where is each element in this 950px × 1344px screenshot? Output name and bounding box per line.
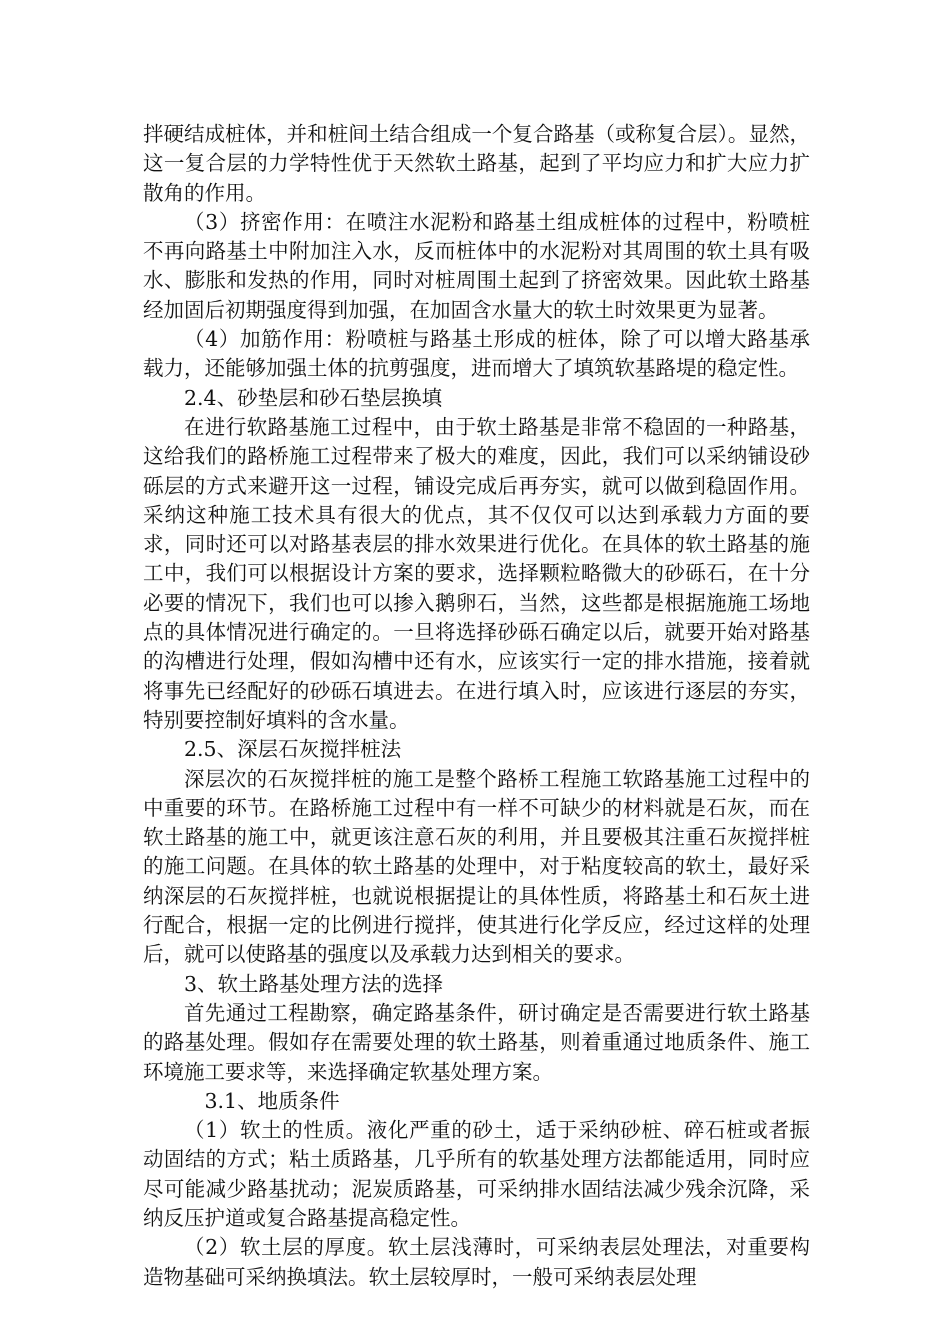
section-heading: 3、软土路基处理方法的选择 (184, 971, 444, 996)
body-paragraph: （4）加筋作用：粉喷桩与路基土形成的桩体，除了可以增大路基承载力，还能够加强土体的抗剪强度，进而增大了填筑软基路堤的稳定性。 (143, 327, 810, 381)
body-paragraph: 拌硬结成桩体，并和桩间土结合组成一个复合路基（或称复合层）。显然，这一复合层的力学特性优于天然软土路基，起到了平均应力和扩大应力扩散角的作用。 (143, 122, 810, 205)
subsection-heading: 3.1、地质条件 (204, 1088, 340, 1113)
body-paragraph: 在进行软路基施工过程中，由于软土路基是非常不稳固的一种路基，这给我们的路桥施工过程带来了极大的难度，因此，我们可以采纳铺设砂砾层的方式来避开这一过程，铺设完成后再夯实，就可以做到稳固作用。采纳这种施工技术具有很大的优点，其不仅仅可以达到承载力方面的要求，同时还可以对路基表层的排水效果进行优化。在具体的软土路基的施工中，我们可以根据设计方案的要求，选择颗粒略微大的砂砾石，在十分必要的情况下，我们也可以掺入鹅卵石，当然，这些都是根据施施工场地点的具体情况进行确定的。一旦将选择砂砾石确定以后，就要开始对路基的沟槽进行处理，假如沟槽中还有水，应该实行一定的排水措施，接着就将事先已经配好的砂砾石填进去。在进行填入时，应该进行逐层的夯实，特别要控制好填料的含水量。 (143, 414, 810, 732)
document-page (143, 120, 810, 1292)
section-heading: 2.5、深层石灰搅拌桩法 (184, 737, 402, 762)
body-paragraph: （1）软土的性质。液化严重的砂土，适于采纳砂桩、碎石桩或者振动固结的方式；粘土质路基，几乎所有的软基处理方法都能适用，同时应尽可能减少路基扰动；泥炭质路基，可采纳排水固结法减少残余沉降，采纳反压护道或复合路基提高稳定性。 (143, 1118, 810, 1230)
section-heading: 2.4、砂垫层和砂石垫层换填 (184, 385, 443, 410)
body-paragraph: 首先通过工程勘察，确定路基条件，研讨确定是否需要进行软土路基的路基处理。假如存在需要处理的软土路基，则着重通过地质条件、施工环境施工要求等，来选择确定软基处理方案。 (143, 1000, 810, 1084)
body-paragraph: 深层次的石灰搅拌桩的施工是整个路桥工程施工软路基施工过程中的中重要的环节。在路桥施工过程中有一样不可缺少的材料就是石灰，而在软土路基的施工中，就更该注意石灰的利用，并且要极其注重石灰搅拌桩的施工问题。在具体的软土路基的处理中，对于粘度较高的软土，最好采纳深层的石灰搅拌桩，也就说根据提让的具体性质，将路基土和石灰土进行配合，根据一定的比例进行搅拌，使其进行化学反应，经过这样的处理后，就可以使路基的强度以及承载力达到相关的要求。 (143, 766, 810, 967)
body-paragraph: （3）挤密作用：在喷注水泥粉和路基土组成桩体的过程中，粉喷桩不再向路基土中附加注入水，反而桩体中的水泥粉对其周围的软土具有吸水、膨胀和发热的作用，同时对桩周围土起到了挤密效果。因此软土路基经加固后初期强度得到加强，在加固含水量大的软土时效果更为显著。 (143, 209, 810, 322)
body-paragraph: （2）软土层的厚度。软土层浅薄时，可采纳表层处理法，对重要构造物基础可采纳换填法。软土层较厚时，一般可采纳表层处理 (143, 1235, 810, 1289)
